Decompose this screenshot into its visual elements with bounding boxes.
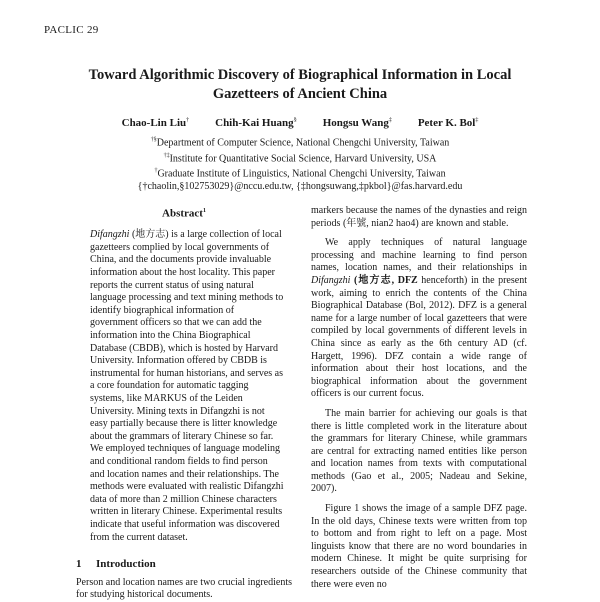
introduction-text: Person and location names are two crucial ingredients for studying historical documents. [76, 576, 292, 601]
author-4: Peter K. Bol‡ [417, 117, 479, 129]
paragraph-3: The main barrier for achieving our goals is that there is little completed work in the literature about the grammars for literary Chinese, while grammars are central for extracting named entities like person and location names from texts with computational methods (Gao et al., 2005; Nadeau and Sekine, 2007). [311, 407, 527, 495]
title-line-1: Toward Algorithmic Discovery of Biographical Information in Local [88, 67, 512, 83]
abstract-text: Difangzhi (地方志) is a large collection of local gazetteers complied by local governments of China, and the documents provide invaluable information about the host locality. This paper reports the current status of using natural language processing and text mining methods to identify biographical information of government officers so that we can add the information into the China Biographical Database (CBDB), which is hosted by Harvard University. Information offered by CBDB is instrumental for human historians, and serves as a core foundation for automatic tagging systems, like MARKUS of the Leiden University. Mining texts in Difangzhi is not easy partially because there is litter knowledge about the grammars of literary Chinese so far. We employed techniques of language modeling and conditional random fields to find person and location names and their relationships. The methods were evaluated with realistic Difangzhi data of more than 2 million Chinese characters written in literary Chinese. Experimental results indicate that useful information was discovered from the current dataset. [90, 229, 284, 543]
right-column [311, 205, 527, 598]
paper-title [60, 66, 540, 104]
abstract-heading: Abstract$^1$ [162, 207, 206, 220]
paragraph-4: Figure 1 shows the image of a sample DFZ page. In the old days, Chinese texts were written from top to bottom and from right to left on a page. Most linguists know that there are no word boundaries in modern Chinese. It might be quite surprising for researchers outside of the Chinese community that there were even no [311, 503, 527, 590]
affiliation-1: †§Department of Computer Science, National Chengchi University, Taiwan [150, 137, 450, 149]
paragraph-2: We apply techniques of natural language processing and machine learning to find person names, location names, and their relationships in Difangzhi (地方志, DFZ henceforth) in the present work, aiming to enrich the contents of the China Biographical Database (Bol, 2012). DFZ is a general name for a large number of local gazetteers that were compiled by local governments of different levels in China since as early as the 6th century AD (cf. Hargett, 1996). DFZ contain a wide range of information about their host locations, and the biographical information about the government officers is our current focus. [311, 237, 527, 400]
author-list [70, 117, 530, 129]
section-heading-introduction: 1 Introduction [76, 558, 156, 571]
venue-header: PACLIC 29 [44, 24, 99, 36]
author-emails: {†chaolin,§102753029}@nccu.edu.tw, {‡hongsuwang,‡pkbol}@fas.harvard.edu [137, 181, 463, 193]
author-1: Chao-Lin Liu† [121, 117, 190, 129]
affiliation-3: †Graduate Institute of Linguistics, National Chengchi University, Taiwan [154, 168, 446, 180]
affiliation-2: †‡Institute for Quantitative Social Science, Harvard University, USA [163, 152, 437, 165]
paragraph-1: markers because the names of the dynasties and reign periods (年號, nian2 hao4) are known and stable. [311, 205, 527, 229]
author-2: Chih-Kai Huang§ [215, 117, 297, 129]
left-column [76, 205, 292, 602]
affiliations [70, 134, 530, 194]
title-line-2: Gazetteers of Ancient China [212, 86, 388, 102]
author-3: Hongsu Wang‡ [322, 117, 392, 129]
